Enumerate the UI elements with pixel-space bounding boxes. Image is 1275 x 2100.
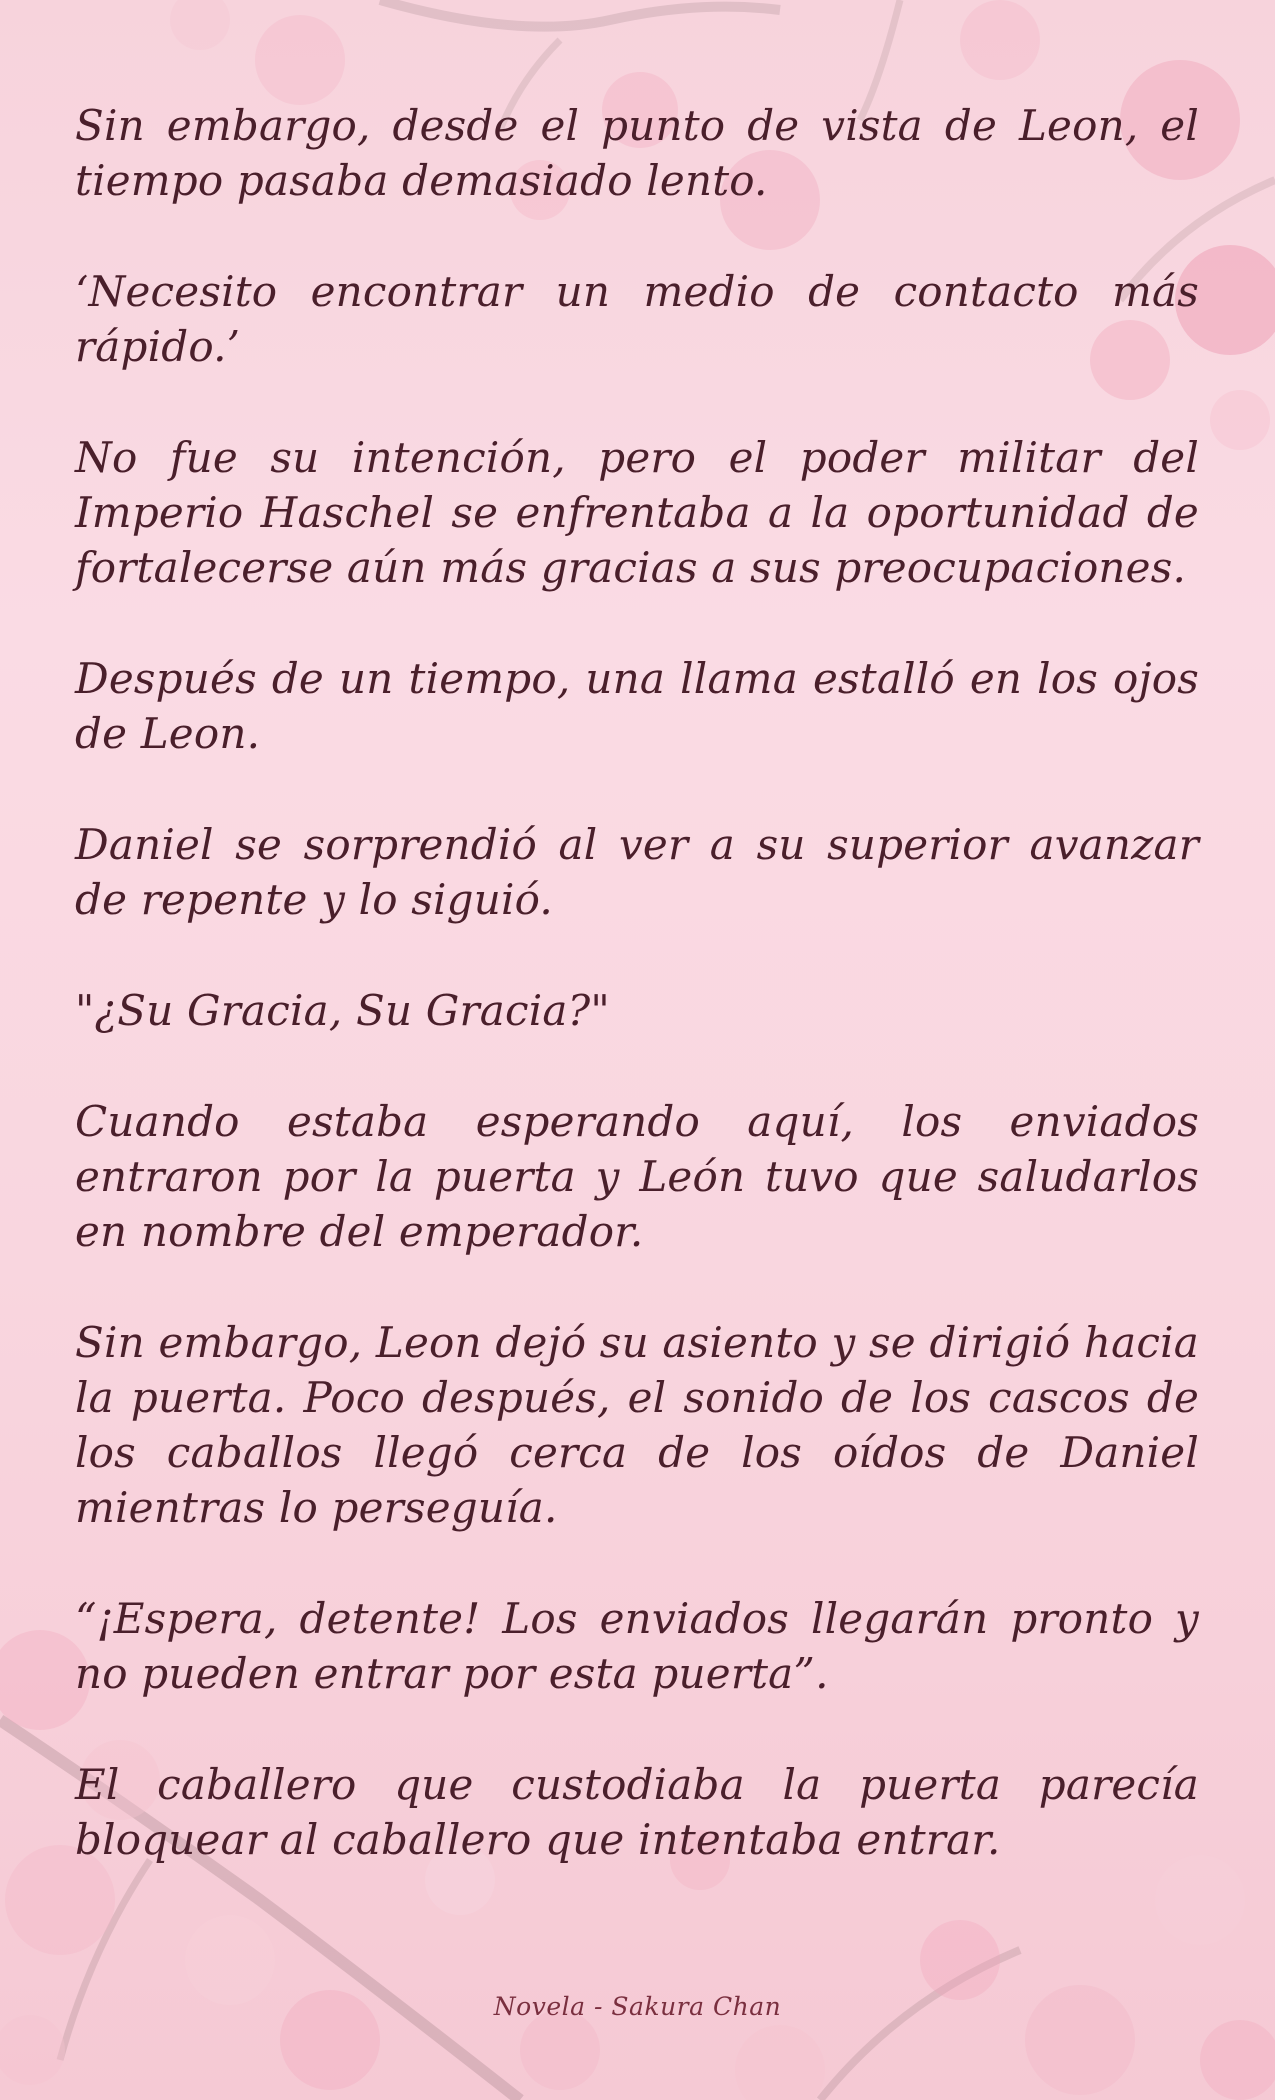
paragraph: Daniel se sorprendió al ver a su superior avanzar de repente y lo siguió.	[75, 820, 1199, 924]
paragraph: Después de un tiempo, una llama estalló en los ojos de Leon.	[75, 654, 1199, 758]
story-text	[75, 98, 1199, 1923]
paragraph: El caballero que custodiaba la puerta parecía bloquear al caballero que intentaba entrar.	[75, 1760, 1199, 1864]
paragraph: “¡Espera, detente! Los enviados llegarán pronto y no pueden entrar por esta puerta”.	[75, 1594, 1199, 1698]
paragraph: "¿Su Gracia, Su Gracia?"	[75, 986, 610, 1035]
paragraph: Cuando estaba esperando aquí, los enviados entraron por la puerta y León tuvo que saludarlos en nombre del emperador.	[75, 1097, 1199, 1256]
paragraph: ‘Necesito encontrar un medio de contacto más rápido.’	[75, 267, 1199, 371]
paragraph: Sin embargo, Leon dejó su asiento y se dirigió hacia la puerta. Poco después, el sonido de los cascos de los caballos llegó cerca de los oídos de Daniel mientras lo perseguía.	[75, 1318, 1199, 1532]
paragraph: No fue su intención, pero el poder militar del Imperio Haschel se enfrentaba a la oportunidad de fortalecerse aún más gracias a sus preocupaciones.	[75, 433, 1199, 592]
footer-credit: Novela - Sakura Chan	[493, 1992, 782, 2021]
paragraph: Sin embargo, desde el punto de vista de Leon, el tiempo pasaba demasiado lento.	[75, 101, 1199, 205]
